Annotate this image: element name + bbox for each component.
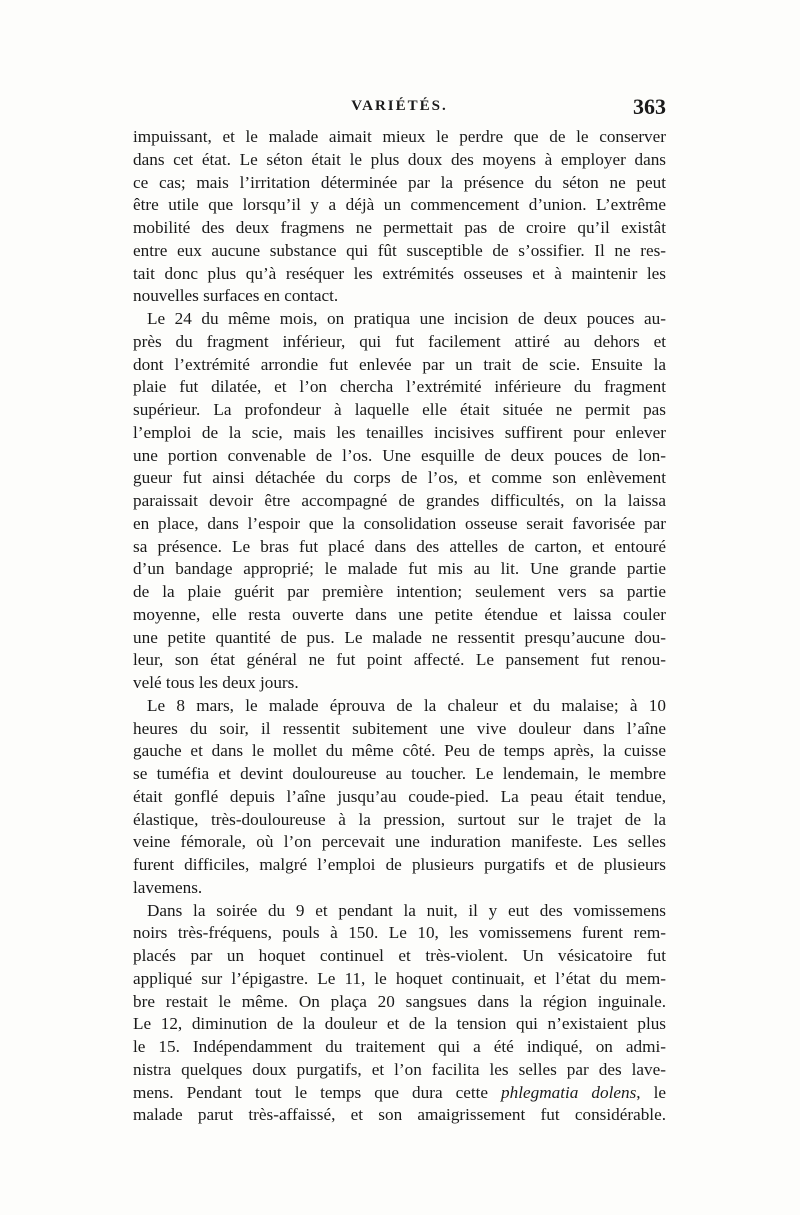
text-line-with-italic [133, 1082, 666, 1105]
text-line: moyenne, elle resta ouverte dans une petite étendue et laissa couler [133, 604, 666, 624]
text-line: entre eux aucune substance qui fût susceptible de s’ossifier. Il ne res- [133, 240, 666, 260]
text-line: près du fragment inférieur, qui fut facilement attiré au dehors et [133, 331, 666, 351]
text-line: de la plaie guérit par première intention; seulement vers sa partie [133, 582, 666, 601]
running-head: VARIÉTÉS. [351, 98, 448, 114]
text-line: supérieur. La profondeur à laquelle elle était située ne permit pas [133, 400, 666, 419]
text-line: appliqué sur l’épigastre. Le 11, le hoquet continuait, et l’état du mem- [133, 968, 666, 988]
text-line: impuissant, et le malade aimait mieux le perdre que de le conserver [133, 127, 666, 146]
text-line: noirs très-fréquens, pouls à 150. Le 10, les vomissemens furent rem- [133, 923, 666, 943]
page-header [133, 94, 666, 126]
text-line: leur, son état général ne fut point affecté. Le pansement fut renou- [133, 650, 666, 670]
text-line: dont l’extrémité arrondie fut enlevée par un trait de scie. Ensuite la [133, 354, 666, 374]
text-line: Le 8 mars, le malade éprouva de la chaleur et du malaise; à 10 [147, 695, 666, 715]
text-line: velé tous les deux jours. [133, 673, 299, 692]
text-line: nouvelles surfaces en contact. [133, 286, 339, 306]
text-line: gueur fut ainsi détachée du corps de l’os, et comme son enlèvement [133, 468, 666, 488]
text-line: placés par un hoquet continuel et très-violent. Un vésicatoire fut [133, 946, 666, 965]
italic-term: phlegmatia dolens [501, 1082, 637, 1102]
text-line: tait donc plus qu’à reséquer les extrémités osseuses et à maintenir les [133, 263, 666, 283]
text-line: malade parut très-affaissé, et son amaigrissement fut considérable. [133, 1105, 666, 1125]
text-line: bre restait le même. On plaça 20 sangsues dans la région inguinale. [133, 991, 666, 1011]
text-line: Dans la soirée du 9 et pendant la nuit, il y eut des vomissemens [147, 900, 666, 920]
text-line: d’un bandage approprié; le malade fut mis au lit. Une grande partie [133, 559, 666, 579]
text-line: nistra quelques doux purgatifs, et l’on facilita les selles par des lave- [133, 1059, 666, 1079]
text-line: être utile que lorsqu’il y a déjà un commencement d’union. L’extrême [133, 195, 666, 215]
text-line: ce cas; mais l’irritation déterminée par la présence du séton ne peut [133, 172, 666, 192]
text-line: furent difficiles, malgré l’emploi de plusieurs purgatifs et de plusieurs [133, 855, 666, 874]
text-line: élastique, très-douloureuse à la pression, surtout sur le trajet de la [133, 809, 666, 829]
text-line: lavemens. [133, 877, 203, 897]
body-text [133, 126, 666, 1127]
text-line: veine fémorale, où l’on percevait une induration manifeste. Les selles [133, 832, 666, 852]
page-number: 363 [633, 94, 666, 119]
text-line: heures du soir, il ressentit subitement une vive douleur dans l’aîne [133, 718, 666, 738]
text-line: une portion convenable de l’os. Une esquille de deux pouces de lon- [133, 445, 666, 465]
text-line: en place, dans l’espoir que la consolidation osseuse serait favorisée par [133, 513, 666, 533]
text-segment: mens. Pendant tout le temps que dura cette [133, 1082, 502, 1102]
text-line: l’emploi de la scie, mais les tenailles incisives suffirent pour enlever [133, 422, 666, 442]
text-line: plaie fut dilatée, et l’on chercha l’extrémité inférieure du fragment [133, 377, 666, 397]
text-line: dans cet état. Le séton était le plus doux des moyens à employer dans [133, 149, 666, 169]
text-line: paraissait devoir être accompagné de grandes difficultés, on la laissa [133, 491, 666, 510]
text-segment: , le [636, 1082, 666, 1102]
text-line: sa présence. Le bras fut placé dans des attelles de carton, et entouré [133, 536, 666, 556]
text-line: Le 12, diminution de la douleur et de la tension qui n’existaient plus [133, 1014, 666, 1034]
text-line: se tuméfia et devint douloureuse au toucher. Le lendemain, le membre [133, 764, 666, 783]
text-line: mobilité des deux fragmens ne permettait pas de croire qu’il existât [133, 218, 666, 237]
text-line: gauche et dans le mollet du même côté. Peu de temps après, la cuisse [133, 741, 666, 761]
text-line: le 15. Indépendamment du traitement qui a été indiqué, on admi- [133, 1037, 666, 1056]
text-line: était gonflé depuis l’aîne jusqu’au coude-pied. La peau était tendue, [133, 786, 666, 806]
text-line: une petite quantité de pus. Le malade ne ressentit presqu’aucune dou- [133, 627, 666, 647]
text-line: Le 24 du même mois, on pratiqua une incision de deux pouces au- [147, 309, 666, 328]
